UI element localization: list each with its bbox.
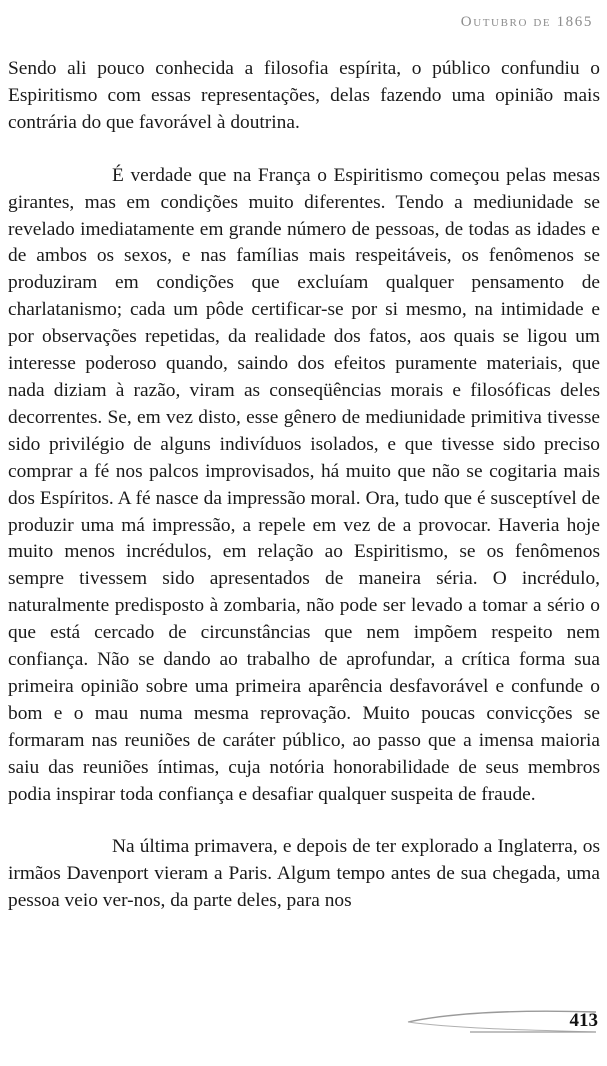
- paragraph-3: Na última primavera, e depois de ter explorado a Inglaterra, os irmãos Davenport vieram a Paris. Algum tempo antes de sua chegada, uma pessoa veio ver-nos, da parte deles, para nos: [8, 836, 600, 912]
- page-body: [8, 56, 600, 915]
- paragraph-2: É verdade que na França o Espiritismo começou pelas mesas girantes, mas em condições muito diferentes. Tendo a mediunidade se revelado imediatamente em grande número de pessoas, de todas as idades e de ambos os sexos, e nas famílias mais respeitáveis, os fenômenos se produziram em condições que excluíam qualquer pensamento de charlatanismo; cada um pôde certificar-se por si mesmo, na intimidade e por observações repetidas, da realidade dos fatos, aos quais se ligou um interesse poderoso quando, saindo dos efeitos puramente materiais, que nada diziam à razão, viram as conseqüências morais e filosóficas deles decorrentes. Se, em vez disto, esse gênero de mediunidade primitiva tivesse sido privilégio de alguns indivíduos isolados, e que tivesse sido preciso comprar a fé nos palcos improvisados, há muito que não se cogitaria mais dos Espíritos. A fé nasce da impressão moral. Ora, tudo que é susceptível de produzir uma má impressão, a repele em vez de a provocar. Haveria hoje muito menos incrédulos, em relação ao Espiritismo, se os fenômenos sempre tivessem sido apresentados de maneira séria. O incrédulo, naturalmente predisposto à zombaria, não pode ser levado a tomar a sério o que está cercado de circunstâncias que nem impõem respeito nem confiança. Não se dando ao trabalho de aprofundar, a crítica forma sua primeira opinião sobre uma primeira aparência desfavorável e confunde o bom e o mau numa mesma reprovação. Muito poucas convicções se formaram nas reuniões de caráter público, ao passo que a imensa maioria saiu das reuniões íntimas, cuja notória honorabilidade de seus membros podia inspirar toda confiança e desafiar qualquer suspeita de fraude.: [8, 164, 600, 805]
- page-footer: [0, 1006, 607, 1066]
- page-number: 413: [569, 1010, 598, 1031]
- paragraph-1: Sendo ali pouco conhecida a filosofia espírita, o público confundiu o Espiritismo com essas representações, delas fazendo uma opinião mais contrária do que favorável à doutrina.: [8, 58, 600, 133]
- running-header: Outubro de 1865: [460, 14, 593, 30]
- swoosh-ornament-icon: [0, 1006, 607, 1066]
- paragraph-gap: [8, 137, 600, 163]
- paragraph-gap: [8, 808, 600, 834]
